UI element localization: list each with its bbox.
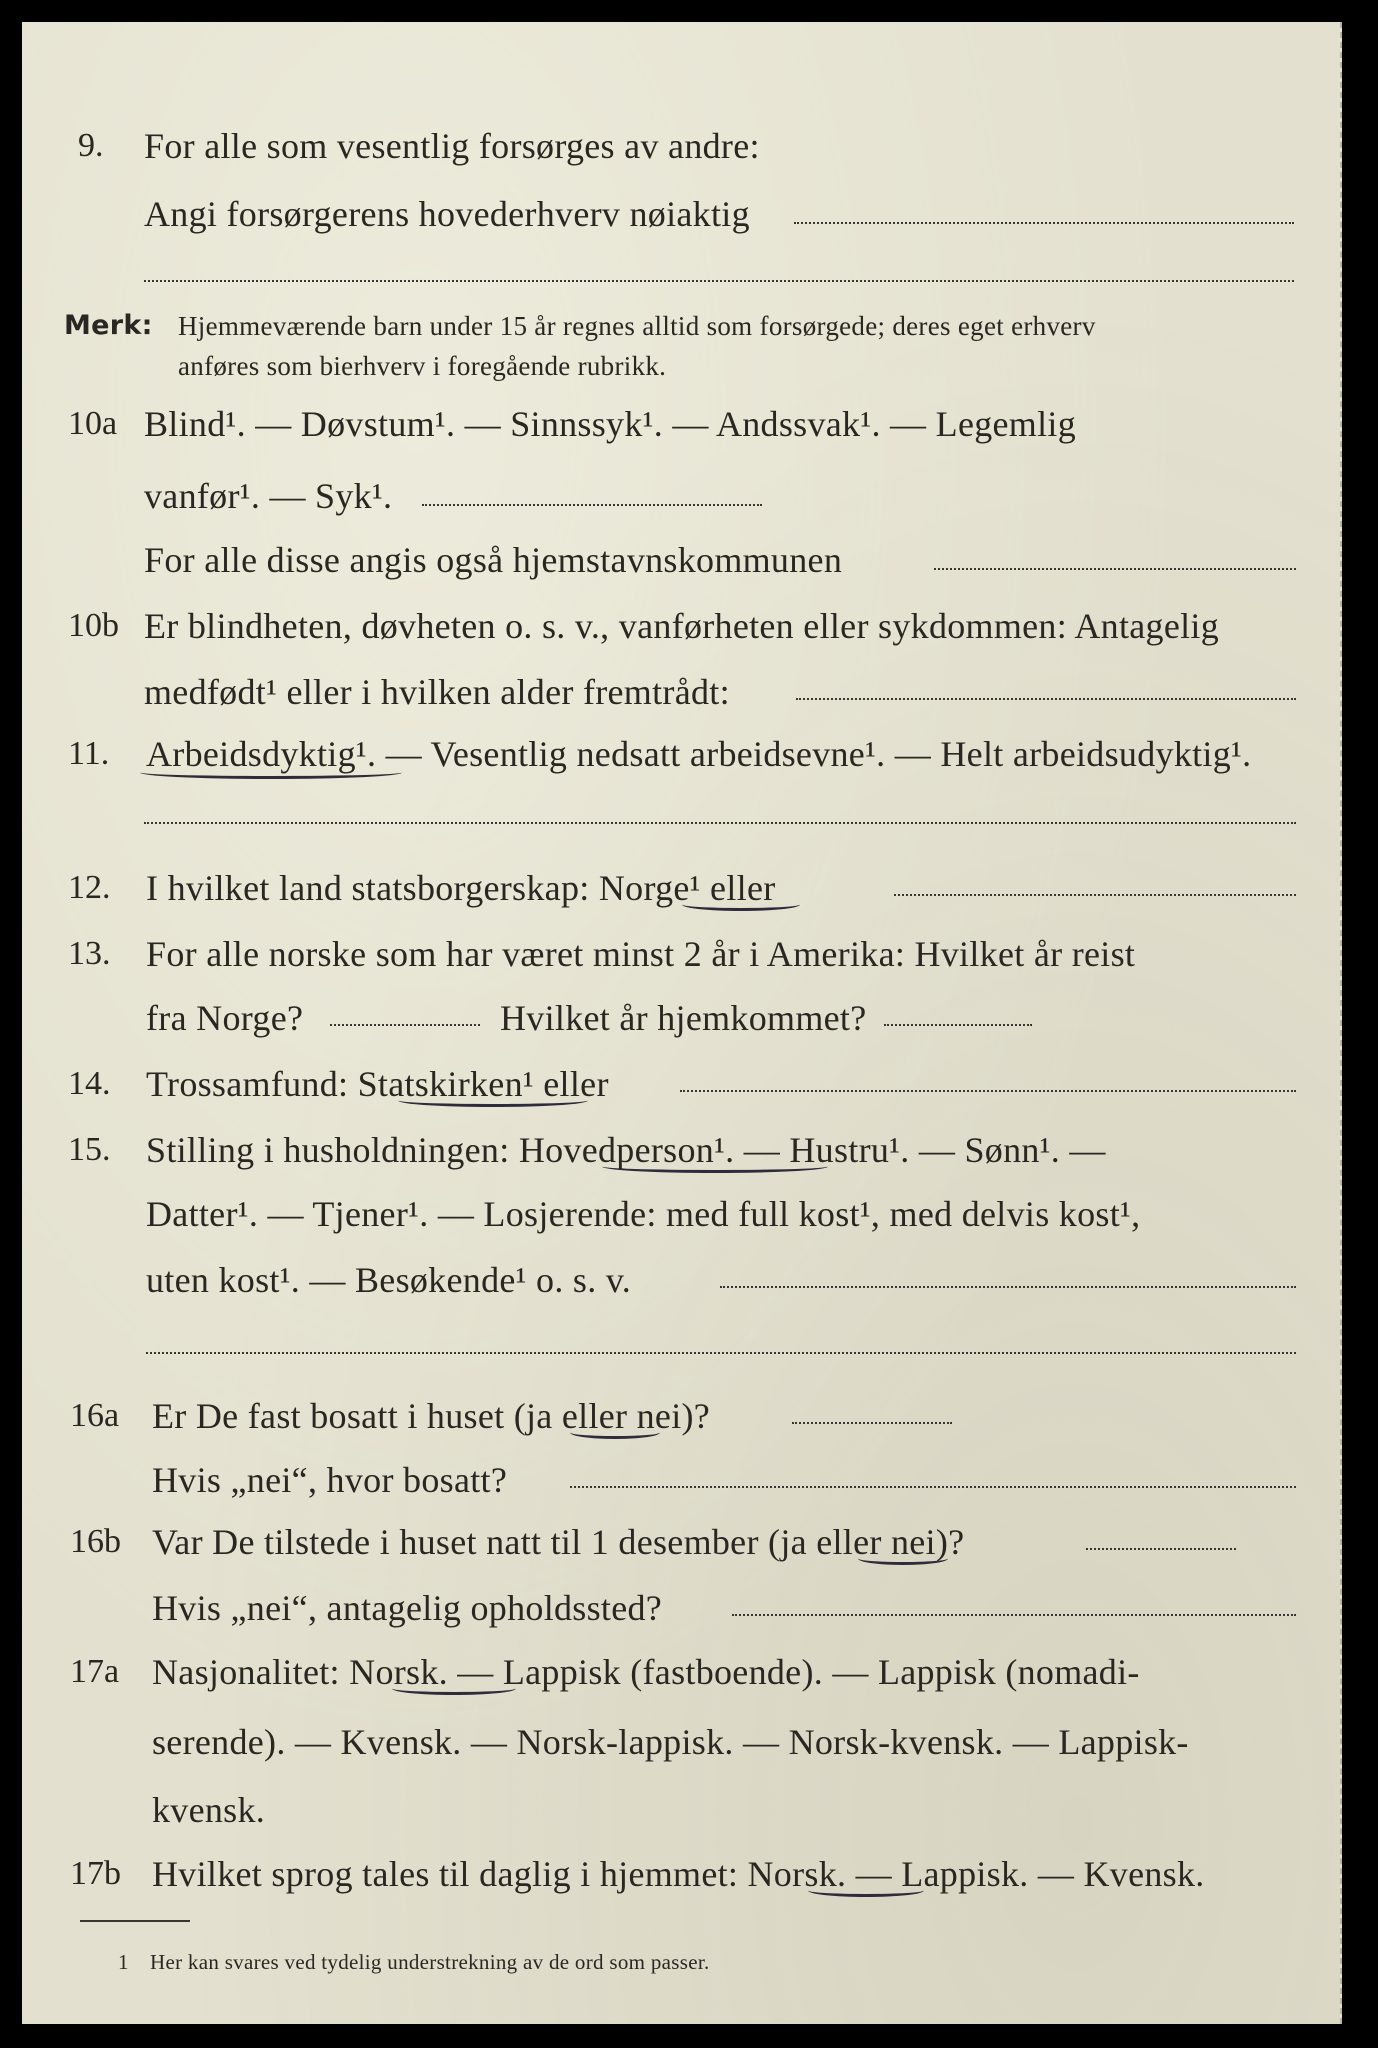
question-number-10b: 10b — [68, 607, 119, 644]
q13-line1: For alle norske som har været minst 2 år i Amerika: Hvilket år reist — [146, 934, 1136, 974]
q14-line1: Trossamfund: Statskirken¹ eller — [146, 1064, 609, 1104]
q13-line2b: Hvilket år hjemkommet? — [500, 998, 867, 1038]
question-number-17a: 17a — [70, 1653, 120, 1690]
q9-line2: Angi forsørgerens hovederhverv nøiaktig — [144, 194, 750, 234]
q16b-line2: Hvis „nei“, antagelig opholdssted? — [152, 1588, 663, 1628]
q17a-underline-mark — [392, 1682, 516, 1695]
question-number-11: 11. — [68, 735, 110, 772]
question-number-14: 14. — [68, 1065, 111, 1102]
q13-line2a: fra Norge? — [146, 998, 304, 1038]
note-line2: anføres som bierhverv i foregående rubrikk. — [178, 351, 667, 381]
footnote-number: 1 — [118, 1950, 129, 1974]
q9-answer-line — [794, 222, 1294, 224]
q10a-line1: Blind¹. — Døvstum¹. — Sinnssyk¹. — Andssvak¹. — Legemlig — [144, 404, 1077, 444]
footnote-text: Her kan svares ved tydelig understrekning av de ord som passer. — [150, 1950, 710, 1974]
q9-line1: For alle som vesentlig forsørges av andre: — [144, 126, 760, 166]
q16b-line1: Var De tilstede i huset natt til 1 desember (ja eller nei)? — [152, 1522, 965, 1562]
q15-answer-line-2 — [146, 1352, 1296, 1354]
note-label: Merk: — [64, 310, 153, 341]
q15-line2: Datter¹. — Tjener¹. — Losjerende: med full kost¹, med delvis kost¹, — [146, 1194, 1141, 1234]
q11-underline-mark — [140, 766, 402, 779]
q16b-underline-mark — [858, 1552, 948, 1565]
q10b-line2: medfødt¹ eller i hvilken alder fremtrådt: — [144, 672, 730, 712]
question-number-16b: 16b — [70, 1523, 121, 1560]
question-number-13: 13. — [68, 935, 111, 972]
question-number-15: 15. — [68, 1131, 111, 1168]
q15-line3: uten kost¹. — Besøkende¹ o. s. v. — [146, 1260, 632, 1300]
q10a-answer-line — [422, 504, 762, 506]
q11-line1: Arbeidsdyktig¹. — Vesentlig nedsatt arbeidsevne¹. — Helt arbeidsudyktig¹. — [146, 734, 1252, 774]
q15-answer-line — [720, 1286, 1296, 1288]
q16a-underline-mark — [570, 1426, 660, 1439]
q12-line1: I hvilket land statsborgerskap: Norge¹ eller — [146, 868, 776, 908]
q10a-line3: For alle disse angis også hjemstavnskommunen — [144, 540, 843, 580]
q10a-answer-line-2 — [934, 568, 1296, 570]
q17a-line3: kvensk. — [152, 1790, 266, 1830]
question-number-16a: 16a — [70, 1397, 120, 1434]
q17a-line1: Nasjonalitet: Norsk. — Lappisk (fastboende). — Lappisk (nomadi- — [152, 1652, 1140, 1692]
q15-line1: Stilling i husholdningen: Hovedperson¹. — Hustru¹. — Sønn¹. — — [146, 1130, 1106, 1170]
q10b-line1: Er blindheten, døvheten o. s. v., vanførheten eller sykdommen: Antagelig — [144, 606, 1220, 646]
q16a-answer-line — [792, 1422, 952, 1424]
q16a-answer-line-2 — [570, 1486, 1296, 1488]
q16b-answer-line-2 — [732, 1614, 1296, 1616]
q11-answer-line — [144, 822, 1296, 824]
q12-underline-mark — [682, 898, 800, 911]
q14-answer-line — [680, 1090, 1296, 1092]
footnote-rule — [80, 1920, 190, 1922]
q10b-answer-line — [796, 698, 1296, 700]
question-number-17b: 17b — [70, 1855, 121, 1892]
q17b-underline-mark — [808, 1884, 924, 1897]
q13-answer-line-2 — [884, 1024, 1032, 1026]
q16a-line2: Hvis „nei“, hvor bosatt? — [152, 1460, 508, 1500]
question-number-10a: 10a — [68, 405, 118, 442]
note-line1: Hjemmeværende barn under 15 år regnes alltid som forsørgede; deres eget erhverv — [178, 311, 1096, 341]
question-number-9: 9. — [78, 127, 104, 164]
q16a-line1: Er De fast bosatt i huset (ja eller nei)? — [152, 1396, 711, 1436]
q17b-line1: Hvilket sprog tales til daglig i hjemmet: Norsk. — Lappisk. — Kvensk. — [152, 1854, 1205, 1894]
q10a-line2: vanfør¹. — Syk¹. — [144, 476, 393, 516]
q15-underline-mark — [602, 1160, 828, 1173]
q13-answer-line-1 — [330, 1024, 480, 1026]
question-number-12: 12. — [68, 869, 111, 906]
census-form-page — [22, 22, 1342, 2024]
q16b-answer-line — [1086, 1548, 1236, 1550]
q14-underline-mark — [398, 1094, 588, 1107]
q12-answer-line — [894, 894, 1296, 896]
q9-answer-line-2 — [144, 280, 1294, 282]
q17a-line2: serende). — Kvensk. — Norsk-lappisk. — Norsk-kvensk. — Lappisk- — [152, 1722, 1189, 1762]
